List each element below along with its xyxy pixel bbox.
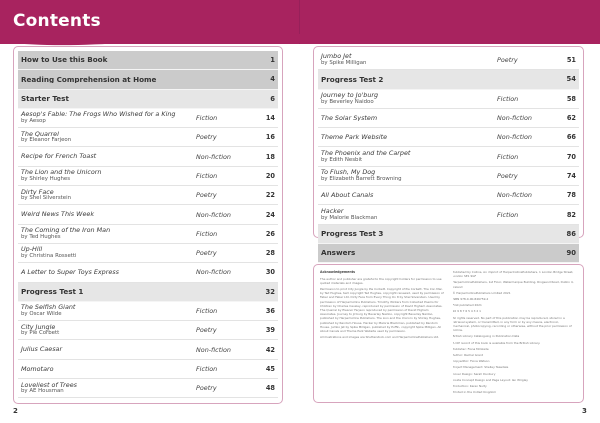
ack-text: Permission to print City Jungle by Pie Corbett. Copyright of Pie Corbett. The Iron Man by Ted Hughes, text copyright Ted Hughes, copyright renewed, used by permission of Faber and Faber Ltd. Dirty Face from Every Thing On It by Shel Silverstein. Used by permission of HarperCollins Publishers. Timothy Winters from Collected Poems for Children by Charles Causley, reproduced by permission of David Higham Associates. The Quarrel by Eleanor Farjeon reproduced by permission of David Higham Associates. Journey to Jo'burg by Beverley Naidoo, copyright Beverley Naidoo, published by HarperCollins Publishers. The Lion and the Unicorn by Shirley Hughes, published by Random House. Hacker by Malorie Blackman, published by Random House. Jumbo Jet by Spike Milligan, published by Puffin, copyright Spike Milligan. All About Canals and Theme Park Website used by permission.	[320, 287, 444, 334]
entry-page-number: 6	[270, 94, 275, 103]
contents-header-banner	[0, 0, 600, 44]
contents-entry-row	[318, 147, 579, 166]
entry-author: by Oscar Wilde	[21, 311, 62, 318]
publisher-info-line: Author: Rachel Grant	[452, 353, 483, 358]
publisher-info-line: © HarperCollinsPublishers Limited 2021	[452, 290, 511, 295]
entry-genre: Fiction	[497, 152, 519, 161]
entry-page-number: 74	[566, 171, 576, 180]
entry-page-number: 90	[566, 249, 576, 258]
entry-genre: Poetry	[497, 56, 518, 65]
entry-page-number: 28	[265, 249, 275, 258]
entry-page-number: 20	[265, 171, 275, 180]
entry-title: Loveliest of Trees	[21, 381, 77, 389]
contents-entry-row	[18, 244, 278, 263]
row-title-cell	[18, 269, 196, 276]
entry-genre: Fiction	[196, 171, 218, 180]
entry-title: The Selfish Giant	[21, 304, 76, 312]
entry-genre: Poetry	[196, 249, 217, 258]
entry-genre: Non-fiction	[497, 133, 532, 142]
entry-page-number: 26	[265, 229, 275, 238]
entry-page-number: 42	[265, 345, 275, 354]
row-title-cell	[18, 227, 196, 240]
contents-entry-row	[18, 379, 278, 398]
contents-entry-row	[18, 205, 278, 224]
entry-page-number: 66	[566, 133, 576, 142]
ack-text: The author and publisher are grateful to the copyright holders for permission to use quoted materials and images.	[320, 276, 442, 285]
row-title-cell	[18, 346, 196, 353]
publisher-info-line: Published by Collins, An imprint of HarperCollinsPublishers, 1 London Bridge Street, London SE1 9GF	[452, 270, 574, 279]
entry-author: by Beverley Naidoo	[321, 98, 374, 105]
row-title-cell	[18, 131, 196, 144]
entry-page-number: 4	[270, 75, 275, 84]
row-title-cell	[18, 324, 196, 337]
entry-title: Hacker	[321, 207, 344, 215]
publisher-info-column	[453, 270, 578, 397]
entry-page-number: 39	[265, 326, 275, 335]
entry-author: by Eleanor Farjeon	[21, 137, 72, 144]
contents-entry-row	[318, 186, 579, 205]
entry-title: The Quarrel	[21, 130, 59, 138]
entry-page-number: 54	[566, 75, 576, 84]
row-title-cell: Progress Test 3	[321, 230, 384, 238]
entry-title: Aesop's Fable: The Frogs Who Wished for a King	[21, 111, 176, 119]
entry-title: The Solar System	[321, 114, 378, 122]
contents-entry-row	[18, 225, 278, 244]
acknowledgements-heading: Acknowledgements	[320, 270, 356, 274]
entry-page-number: 14	[265, 114, 275, 123]
row-title-cell	[318, 150, 497, 163]
contents-entry-row	[18, 263, 278, 282]
entry-genre: Poetry	[196, 384, 217, 393]
entry-title: Momotaro	[21, 365, 54, 373]
entry-page-number: 36	[265, 307, 275, 315]
ack-text: All illustrations and images are Shutterstock.com and HarperCollinsPublishers Ltd.	[320, 335, 440, 340]
contents-section-row	[18, 90, 278, 109]
entry-page-number: 78	[566, 191, 576, 200]
entry-page-number: 82	[566, 210, 576, 219]
row-title-cell	[18, 211, 196, 218]
contents-entry-row	[18, 167, 278, 186]
entry-genre: Non-fiction	[196, 268, 231, 277]
entry-genre: Fiction	[196, 307, 218, 315]
entry-title: Jumbo Jet	[321, 53, 352, 61]
entry-title: Recipe for French Toast	[21, 153, 97, 160]
contents-entry-row	[318, 167, 579, 186]
publisher-info-line: Inside Concept Design and Page Layout: Ian Wrigley	[452, 377, 529, 382]
entry-author: by Spike Milligan	[321, 60, 367, 67]
entry-genre: Fiction	[196, 364, 218, 373]
entry-page-number: 86	[566, 229, 576, 238]
contents-entry-row	[18, 360, 278, 379]
row-title-cell	[18, 246, 196, 259]
entry-title: The Phoenix and the Carpet	[321, 149, 411, 157]
row-title-cell: Starter Test	[21, 94, 69, 103]
publisher-info-line: Printed in the United Kingdom	[452, 390, 497, 395]
entry-title: City Jungle	[21, 323, 56, 331]
contents-section-row	[18, 283, 278, 302]
contents-section-row	[318, 244, 579, 263]
entry-genre: Poetry	[196, 191, 217, 200]
entry-title: Journey to Jo'burg	[321, 92, 379, 100]
entry-page-number: 18	[265, 152, 275, 161]
publisher-info-line: 10 9 8 7 6 5 4 3 2 1	[452, 309, 481, 314]
entry-page-number: 22	[265, 191, 275, 200]
publisher-info-line: HarperCollinsPublishers, 1st Floor, Watermarque Building, Ringsend Road, Dublin 4, Ireland	[452, 280, 574, 289]
entry-page-number: 70	[566, 152, 576, 161]
contents-section-row	[18, 70, 278, 89]
publisher-info-line: Publisher: Fiona McGlade	[452, 346, 489, 351]
entry-title: Theme Park Website	[321, 133, 388, 141]
row-title-cell	[318, 134, 497, 141]
contents-entry-row	[318, 51, 579, 70]
row-title-cell	[18, 153, 196, 160]
entry-page-number: 16	[265, 133, 275, 142]
contents-entry-row	[318, 90, 579, 109]
entry-author: by Shirley Hughes	[21, 175, 71, 182]
entry-genre: Poetry	[196, 133, 217, 142]
entry-title: Up-Hill	[21, 246, 43, 254]
entry-page-number: 30	[265, 268, 275, 277]
publisher-info-line: First published 2021	[452, 303, 482, 308]
row-title-cell: How to Use this Book	[21, 56, 108, 64]
entry-genre: Non-fiction	[196, 152, 231, 161]
row-title-cell	[318, 169, 497, 182]
entry-author: by Elizabeth Barrett Browning	[321, 175, 402, 182]
entry-page-number: 48	[265, 384, 275, 393]
contents-entry-row	[318, 109, 579, 128]
entry-page-number: 62	[566, 114, 576, 123]
entry-page-number: 58	[566, 94, 576, 103]
contents-entry-row	[318, 205, 579, 224]
entry-genre: Non-fiction	[196, 345, 231, 354]
page-title: Contents	[13, 11, 101, 31]
entry-title: The Coming of the Iron Man	[21, 227, 111, 235]
contents-entry-row	[318, 128, 579, 147]
contents-section-row	[318, 70, 579, 89]
entry-genre: Non-fiction	[497, 191, 532, 200]
publisher-info-line: All rights reserved. No part of this publication may be reproduced, stored in a retrieval system, or transmitted, in any form or by any means, electronic, mechanical, photocopying, recording or otherwise, without the prior permission of Collins.	[452, 315, 572, 333]
publisher-info-line: ISBN 978-0-00-846759-2	[452, 297, 489, 302]
entry-genre: Non-fiction	[196, 210, 231, 219]
row-title-cell	[18, 111, 196, 124]
row-title-cell	[18, 366, 196, 373]
entry-author: by Aesop	[21, 118, 46, 125]
entry-title: Dirty Face	[21, 188, 54, 196]
publisher-info-line: A CIP record of this book is available from the British Library.	[452, 340, 541, 345]
publisher-info-line: British Library Cataloguing in Publication Data	[452, 334, 520, 339]
publisher-info-line: Production: Karen Nulty	[452, 384, 487, 389]
entry-genre: Fiction	[497, 94, 519, 103]
entry-author: by Christina Rossetti	[21, 253, 77, 260]
entry-genre: Fiction	[497, 210, 519, 219]
entry-page-number: 24	[265, 210, 275, 219]
contents-entry-row	[18, 321, 278, 340]
row-title-cell	[318, 53, 497, 66]
entry-page-number: 45	[265, 364, 275, 373]
row-title-cell	[18, 169, 196, 182]
contents-entry-row	[18, 147, 278, 166]
page-number-left: 2	[13, 407, 18, 415]
entry-genre: Poetry	[196, 326, 217, 335]
row-title-cell: Progress Test 1	[21, 287, 84, 296]
contents-section-row	[318, 225, 579, 244]
contents-table-left	[13, 46, 283, 404]
entry-title: Weird News This Week	[21, 211, 95, 218]
entry-page-number: 32	[265, 287, 275, 296]
acknowledgements-box	[313, 264, 584, 403]
row-title-cell	[18, 304, 196, 317]
entry-title: To Flush, My Dog	[321, 169, 376, 177]
contents-entry-row	[18, 340, 278, 359]
row-title-cell: Progress Test 2	[321, 75, 384, 84]
row-title-cell	[18, 189, 196, 202]
entry-author: by Malorie Blackman	[321, 214, 378, 221]
entry-page-number: 51	[566, 56, 576, 65]
acknowledgements-left-column	[320, 270, 445, 397]
contents-entry-row	[18, 109, 278, 128]
publisher-info-line: Cover Design: Sarah Duxbury	[452, 371, 496, 376]
row-title-cell	[18, 382, 196, 395]
entry-title: All About Canals	[321, 191, 374, 199]
row-title-cell	[318, 115, 497, 122]
entry-genre: Poetry	[497, 171, 518, 180]
contents-table-right	[313, 46, 584, 258]
row-title-cell	[318, 192, 497, 199]
row-title-cell	[318, 92, 497, 105]
row-title-cell: Reading Comprehension at Home	[21, 75, 157, 84]
entry-author: by Ted Hughes	[21, 233, 61, 240]
entry-title: The Lion and the Unicorn	[21, 169, 102, 177]
entry-genre: Non-fiction	[497, 114, 532, 123]
contents-section-row	[18, 51, 278, 70]
row-title-cell	[318, 208, 497, 221]
entry-title: A Letter to Super Toys Express	[21, 269, 119, 276]
entry-genre: Fiction	[196, 229, 218, 238]
page-number-right: 3	[582, 407, 587, 415]
entry-author: by AE Housman	[21, 388, 64, 395]
entry-author: by Pie Corbett	[21, 330, 60, 337]
contents-entry-row	[18, 302, 278, 321]
contents-entry-row	[18, 128, 278, 147]
entry-author: by Edith Nesbit	[321, 156, 363, 163]
publisher-info-line: Project Management: Shelley Teasdale	[452, 365, 509, 370]
publisher-info-line: Copyeditor: Fiona Watson	[452, 359, 490, 364]
entry-author: by Shel Silverstein	[21, 195, 71, 202]
entry-title: Julius Caesar	[21, 346, 63, 353]
entry-genre: Fiction	[196, 114, 218, 123]
entry-page-number: 1	[270, 56, 275, 65]
contents-entry-row	[18, 186, 278, 205]
row-title-cell: Answers	[321, 249, 356, 257]
